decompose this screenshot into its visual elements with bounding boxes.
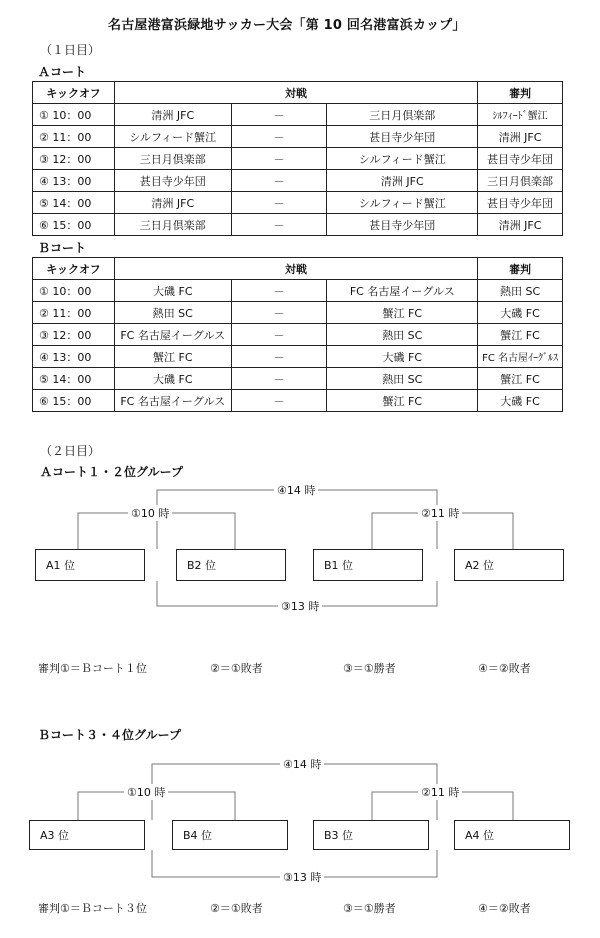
kickoff-time: ③ 12：00 (33, 324, 115, 346)
group-a-match1-label: ①10 時 (128, 505, 172, 521)
home-team: 清洲 JFC (114, 192, 231, 214)
referee-header: 審判 (478, 258, 563, 280)
away-team: 甚目寺少年団 (327, 126, 478, 148)
away-team: 清洲 JFC (327, 170, 478, 192)
group-a-referee-2: ②＝①敗者 (210, 662, 263, 675)
referee-team: 甚目寺少年団 (478, 148, 563, 170)
referee-header: 審判 (478, 82, 563, 104)
group-b-referee-2: ②＝①敗者 (210, 902, 263, 915)
vs-dash: － (231, 192, 327, 214)
day2-label: （２日目） (40, 444, 101, 458)
kickoff-time: ⑥ 15：00 (33, 390, 115, 412)
kickoff-time: ③ 12：00 (33, 148, 115, 170)
document-title: 名古屋港富浜緑地サッカー大会「第 10 回名港富浜カップ」 (108, 18, 466, 33)
away-team: 熱田 SC (327, 324, 478, 346)
away-team: 熱田 SC (327, 368, 478, 390)
vs-dash: － (231, 104, 327, 126)
vs-dash: － (231, 390, 327, 412)
home-team: 三日月倶楽部 (114, 214, 231, 236)
kickoff-header: キックオフ (33, 258, 115, 280)
group-a-referee-3: ③＝①勝者 (343, 662, 396, 675)
vs-dash: － (231, 214, 327, 236)
vs-dash: － (231, 280, 327, 302)
team-slot-a1: A1 位 (35, 549, 145, 581)
kickoff-time: ④ 13：00 (33, 346, 115, 368)
vs-dash: － (231, 126, 327, 148)
home-team: 熱田 SC (114, 302, 231, 324)
vs-dash: － (231, 302, 327, 324)
court-b-label: Ｂコート (38, 241, 87, 255)
group-b-referee-4: ④＝②敗者 (478, 902, 531, 915)
away-team: シルフィード蟹江 (327, 148, 478, 170)
kickoff-time: ① 10：00 (33, 280, 115, 302)
match-header: 対戦 (114, 82, 477, 104)
group-b-match4-label: ④14 時 (280, 756, 324, 772)
group-b-referee-3: ③＝①勝者 (343, 902, 396, 915)
kickoff-time: ② 11：00 (33, 302, 115, 324)
vs-dash: － (231, 148, 327, 170)
group-b-match1-label: ①10 時 (124, 784, 168, 800)
group-a-match3-label: ③13 時 (278, 598, 322, 614)
team-slot-b4: B4 位 (172, 820, 288, 850)
group-b-label: Ｂコート３・４位グループ (38, 728, 182, 742)
group-a-match4-label: ④14 時 (274, 482, 318, 498)
group-a-referee-4: ④＝②敗者 (478, 662, 531, 675)
team-slot-a2: A2 位 (454, 549, 564, 581)
vs-dash: － (231, 368, 327, 390)
home-team: 蟹江 FC (114, 346, 231, 368)
team-slot-a4: A4 位 (454, 820, 570, 850)
team-slot-b2: B2 位 (176, 549, 286, 581)
away-team: シルフィード蟹江 (327, 192, 478, 214)
referee-team: 三日月倶楽部 (478, 170, 563, 192)
referee-team: 甚目寺少年団 (478, 192, 563, 214)
away-team: 蟹江 FC (327, 302, 478, 324)
home-team: 甚目寺少年団 (114, 170, 231, 192)
home-team: FC 名古屋イーグルス (114, 390, 231, 412)
home-team: 清洲 JFC (114, 104, 231, 126)
referee-team: 熱田 SC (478, 280, 563, 302)
home-team: FC 名古屋イーグルス (114, 324, 231, 346)
referee-team: 大磯 FC (478, 390, 563, 412)
home-team: 大磯 FC (114, 368, 231, 390)
away-team: 甚目寺少年団 (327, 214, 478, 236)
kickoff-header: キックオフ (33, 82, 115, 104)
kickoff-time: ① 10：00 (33, 104, 115, 126)
away-team: 三日月倶楽部 (327, 104, 478, 126)
home-team: 大磯 FC (114, 280, 231, 302)
team-slot-b1: B1 位 (313, 549, 423, 581)
away-team: 大磯 FC (327, 346, 478, 368)
referee-team: 蟹江 FC (478, 368, 563, 390)
team-slot-a3: A3 位 (29, 820, 145, 850)
group-a-match2-label: ②11 時 (418, 505, 462, 521)
vs-dash: － (231, 346, 327, 368)
vs-dash: － (231, 170, 327, 192)
home-team: 三日月倶楽部 (114, 148, 231, 170)
vs-dash: － (231, 324, 327, 346)
match-header: 対戦 (114, 258, 477, 280)
group-b-match2-label: ②11 時 (418, 784, 462, 800)
kickoff-time: ④ 13：00 (33, 170, 115, 192)
day1-label: （１日目） (40, 43, 101, 57)
referee-team: ｼﾙﾌｨｰﾄﾞ蟹江 (478, 104, 563, 126)
kickoff-time: ⑤ 14：00 (33, 368, 115, 390)
kickoff-time: ② 11：00 (33, 126, 115, 148)
team-slot-b3: B3 位 (313, 820, 429, 850)
away-team: FC 名古屋イーグルス (327, 280, 478, 302)
away-team: 蟹江 FC (327, 390, 478, 412)
kickoff-time: ⑥ 15：00 (33, 214, 115, 236)
referee-team: 蟹江 FC (478, 324, 563, 346)
group-a-referee-1: 審判①＝Ｂコート１位 (38, 662, 147, 675)
referee-team: 清洲 JFC (478, 126, 563, 148)
home-team: シルフィード蟹江 (114, 126, 231, 148)
kickoff-time: ⑤ 14：00 (33, 192, 115, 214)
group-b-referee-1: 審判①＝Ｂコート３位 (38, 902, 147, 915)
referee-team: 清洲 JFC (478, 214, 563, 236)
group-a-label: Ａコート１・２位グループ (40, 465, 184, 479)
referee-team: 大磯 FC (478, 302, 563, 324)
group-b-match3-label: ③13 時 (280, 869, 324, 885)
court-a-label: Ａコート (38, 65, 87, 79)
referee-team: FC 名古屋ｲｰｸﾞﾙｽ (478, 346, 563, 368)
